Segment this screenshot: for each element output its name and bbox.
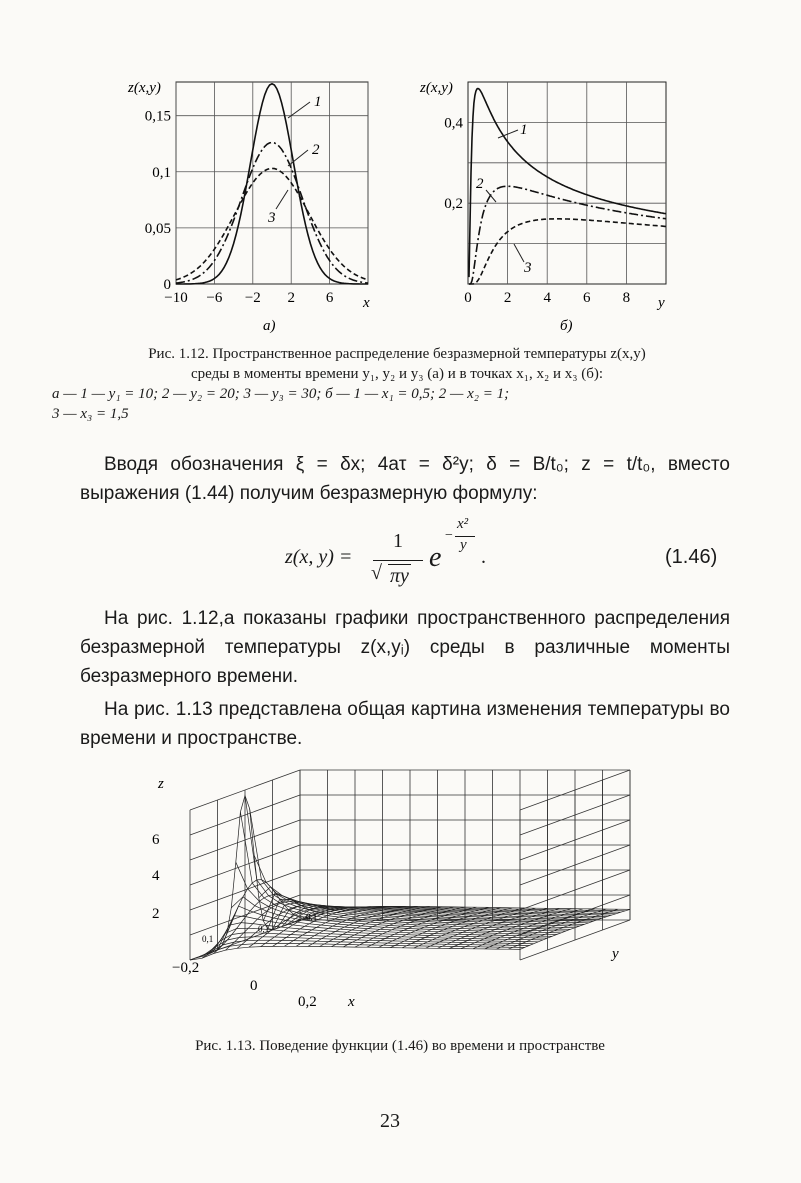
plot-frame [468,82,666,284]
formula-period: . [481,546,486,568]
caption-line: среды в моменты времени y₁, y₂ и y₃ (а) и в точках x₁, x₂ и x₃ (б): [190,366,604,382]
panel-label: б) [560,318,573,334]
x-axis-label: y [658,295,665,311]
z-tick-4: 4 [152,868,160,884]
z-tick-6: 6 [152,832,160,848]
y-axis-label: z(x,y) [420,80,453,96]
inner-label: 0,1 [202,934,214,944]
caption-line: Рис. 1.12. Пространственное распределение безразмерной температуры z(x,y) [148,346,646,362]
x-tick-label: 6 [583,290,591,306]
curve-label-2: 2 [476,176,484,192]
exponent-denominator: y [460,537,467,553]
y-axis-label: y [612,946,619,962]
y-axis-label: z(x,y) [128,80,161,96]
x-tick-label: −6 [206,290,223,306]
chart-curves [469,89,666,285]
curve-1 [176,84,368,284]
paragraph-text: На рис. 1.13 представлена общая картина изменения температуры во времени и пространстве. [80,699,730,749]
figure-1-12a [118,72,383,337]
x-tick: 0,2 [298,994,317,1010]
formula-lhs: z(x, y) = [285,546,353,568]
formula-base: e [429,542,442,573]
sqrt-sign: √ [371,562,382,584]
y-tick-label: 0,4 [444,115,463,132]
formula-denominator: πy [390,565,409,587]
x-tick: −0,2 [172,960,200,976]
x-axis-label: x [348,994,355,1010]
figure-1-12b [418,72,688,337]
inner-label: 0,1 [258,924,270,934]
curve-3 [469,219,666,284]
caption-line: а — 1 — y₁ = 10; 2 — y₂ = 20; 3 — y₃ = 30; б — 1 — x₁ = 0,5; 2 — x₂ = 1; [52,386,510,402]
curve-label-3: 3 [268,210,276,226]
formula-numerator: 1 [393,530,403,552]
y-tick-label: 0,2 [444,196,463,213]
figure-1-13 [130,760,650,1020]
panel-label: а) [263,318,276,334]
page-number: 23 [380,1110,400,1132]
x-tick-label: 4 [543,290,551,306]
caption-line: 3 — x₃ = 1,5 [52,406,129,422]
leader-3 [514,244,524,262]
plot-frame [176,82,368,284]
formula-1-46 [285,516,735,600]
inner-label: 0,1 [306,912,318,922]
x-tick-label: 6 [325,290,334,306]
paragraph [80,450,730,508]
formula-number: (1.46) [665,546,718,568]
paragraph-text: Вводя обозначения ξ = δx; 4aτ = δ²y; δ = B/t₀; z = t/t₀, вместо выражения (1.44) получим безразмерную формулу: [80,454,730,504]
x-axis-label: x [363,295,370,311]
surface-line [190,946,520,960]
y-tick-label: 0,1 [152,164,171,181]
z-axis-label: z [158,776,164,792]
x-tick-label: 2 [503,290,512,306]
surface-line [195,943,525,958]
chart-grid [468,82,666,284]
paragraph-text: На рис. 1.12,а показаны графики пространственного распределения безразмерной температуры z(x,yᵢ) среды в различные моменты безразмерного времени. [80,608,730,687]
figure-1-12-caption [52,344,742,424]
chart-curves [176,84,368,284]
figure-1-13-caption: Рис. 1.13. Поведение функции (1.46) во времени и пространстве [195,1038,605,1054]
y-tick-label: 0,05 [144,220,171,237]
surface-line [225,901,335,950]
curve-label-1: 1 [314,94,322,110]
curve-1 [469,89,666,278]
x-tick-label: −10 [164,290,188,306]
curve-2 [469,186,666,284]
x-tick: 0 [250,978,258,994]
fraction-bar [373,560,423,561]
curve-label-2: 2 [312,142,320,158]
paragraph [80,604,730,753]
x-tick-label: 2 [287,290,295,306]
exponent-numerator: x² [457,516,469,532]
chart-grid [176,82,368,284]
x-tick-label: −2 [244,290,261,306]
y-tick-label: 0,15 [144,108,171,125]
x-tick-label: 0 [464,290,472,306]
y-tick-label: 0 [163,277,171,293]
curve-label-1: 1 [520,122,528,138]
exponent-minus: − [445,528,453,543]
x-tick-label: 8 [622,290,631,306]
leader-3 [276,190,288,209]
z-tick-2: 2 [152,906,160,922]
curve-label-3: 3 [524,260,532,276]
